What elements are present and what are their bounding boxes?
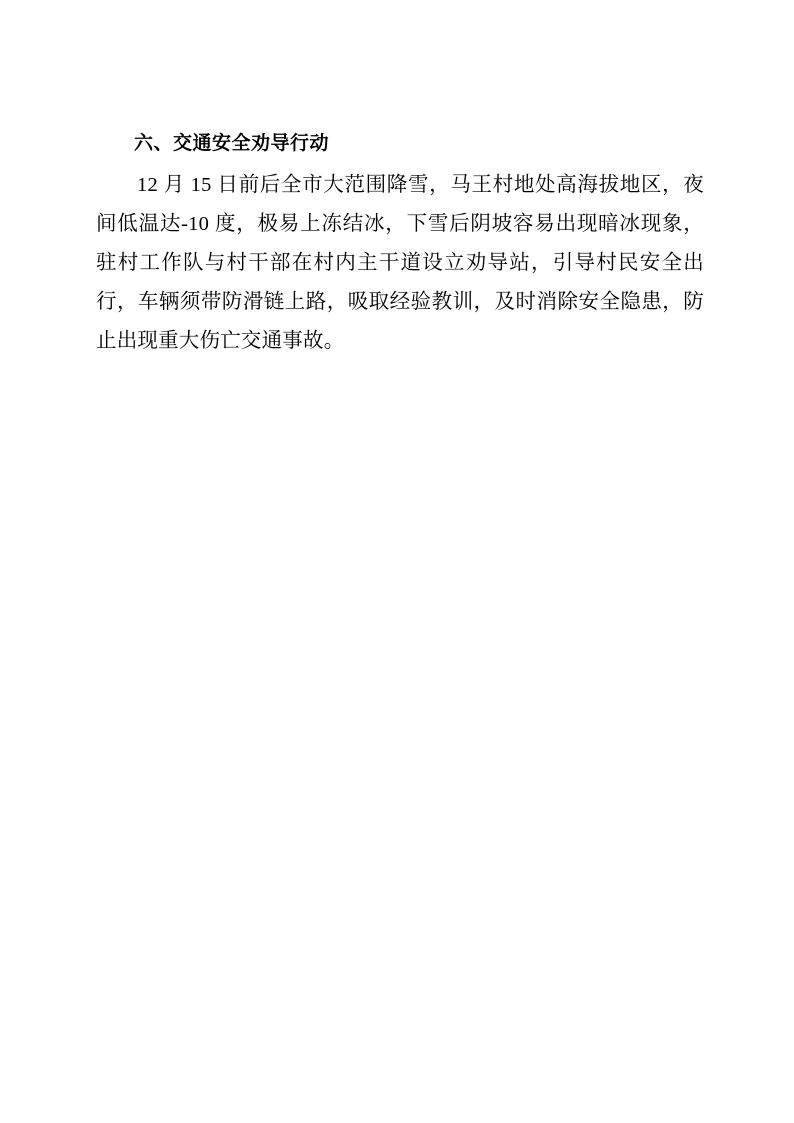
section-heading: 六、交通安全劝导行动: [134, 132, 330, 154]
body-paragraph: 12 月 15 日前后全市大范围降雪，马王村地处高海拔地区，夜间低温达-10 度，极易上冻结冰，下雪后阴坡容易出现暗冰现象，驻村工作队与村干部在村内主干道设立劝导站，引导村民安全出行，车辆须带防滑链上路，吸取经验教训，及时消除安全隐患，防止出现重大伤亡交通事故。: [96, 174, 704, 352]
document-body: [96, 128, 704, 361]
